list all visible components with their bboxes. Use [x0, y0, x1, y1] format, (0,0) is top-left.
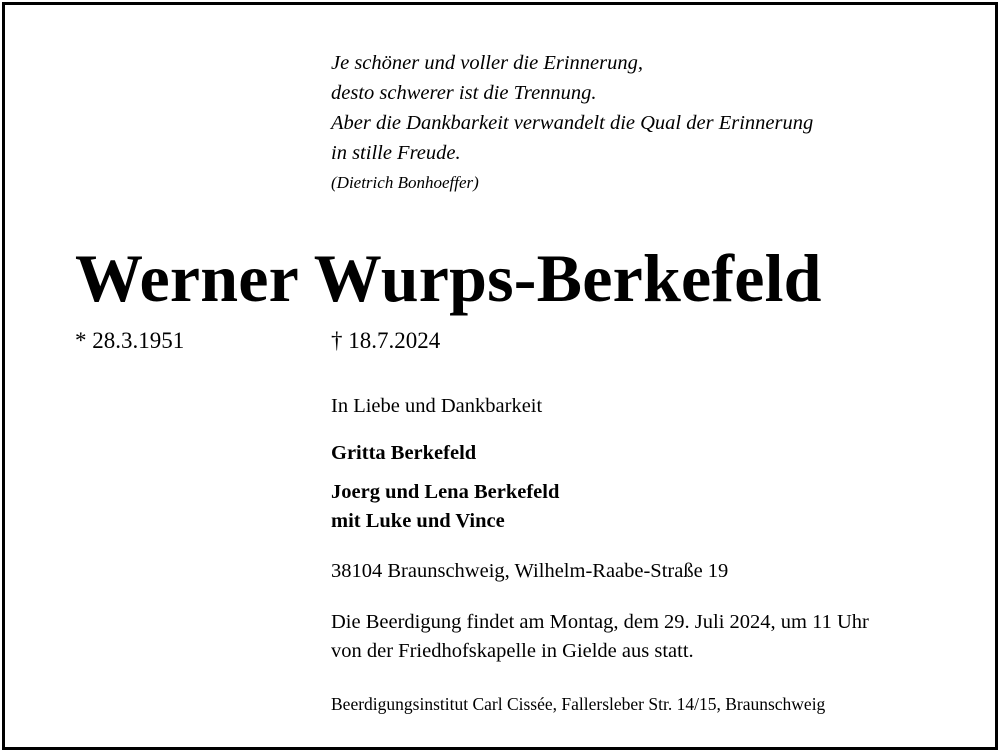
quote-line-3: Aber die Dankbarkeit verwandelt die Qual der Erinnerung [331, 112, 814, 134]
funeral-line-1: Die Beerdigung findet am Montag, dem 29. Juli 2024, um 11 Uhr [331, 611, 869, 633]
quote-line-2: desto schwerer ist die Trennung. [331, 82, 597, 104]
undertaker-info: Beerdigungsinstitut Carl Cissée, Fallersleber Str. 14/15, Braunschweig [331, 694, 826, 714]
funeral-line-2: von der Friedhofskapelle in Gielde aus statt. [331, 640, 694, 662]
mourner-family-line-1: Joerg und Lena Berkefeld [331, 481, 560, 503]
family-address: 38104 Braunschweig, Wilhelm-Raabe-Straße 19 [331, 560, 729, 582]
mourner-spouse: Gritta Berkefeld [331, 442, 477, 464]
mourner-family [331, 478, 559, 536]
quote-author: (Dietrich Bonhoeffer) [331, 173, 479, 192]
mourner-family-line-2: mit Luke und Vince [331, 510, 505, 532]
death-date: † 18.7.2024 [331, 328, 441, 353]
quote-line-1: Je schöner und voller die Erinnerung, [331, 52, 643, 74]
birth-date: * 28.3.1951 [75, 328, 185, 353]
mourners-intro: In Liebe und Dankbarkeit [331, 395, 543, 417]
funeral-details [331, 608, 869, 666]
bonhoeffer-quote [331, 48, 813, 195]
deceased-name: Werner Wurps-Berkefeld [75, 240, 822, 316]
quote-line-4: in stille Freude. [331, 142, 461, 164]
